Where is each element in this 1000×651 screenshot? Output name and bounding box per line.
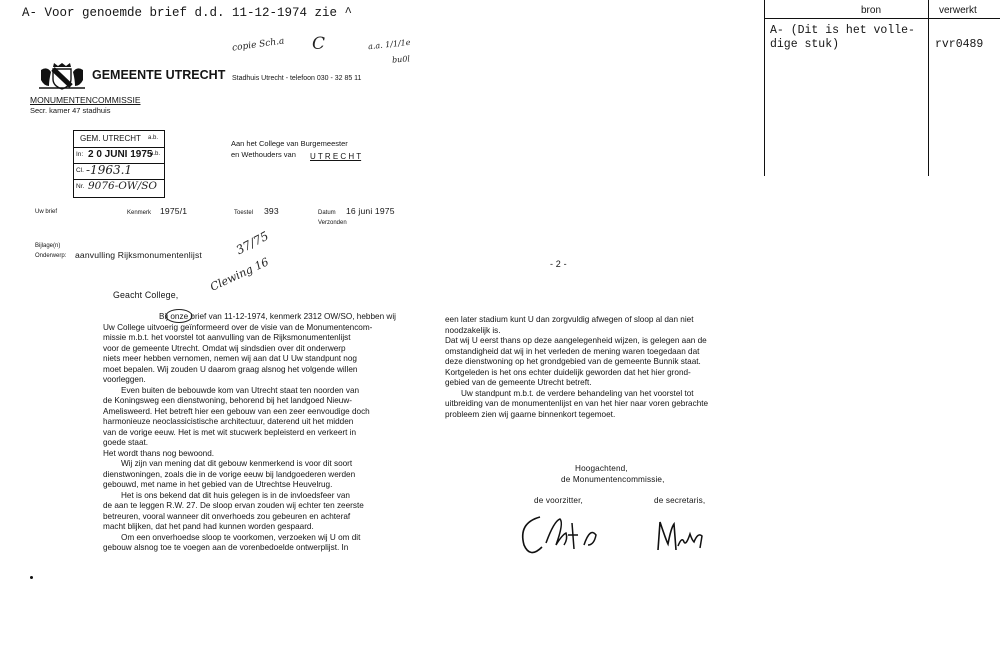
body-line: Het is ons bekend dat dit huis gelegen is in de invloedsfeer van — [121, 490, 350, 500]
body-line: Om een onverhoedse sloop te voorkomen, verzoeken wij U om dit — [121, 532, 361, 542]
stamp-nr-label: Nr. — [76, 183, 85, 190]
body-line: probleem zien wij gaarne binnenkort tegemoet. — [445, 409, 616, 419]
secretary-signature-icon — [652, 510, 712, 558]
body-line: niets meer hebben vernomen, nemen wij aan dat U Uw standpunt nog — [103, 354, 357, 363]
stamp-cl-label: Cl. — [76, 167, 84, 174]
your-letter-label: Uw brief — [35, 209, 58, 215]
stamp-in-date: 2 0 JUNI 1975 — [88, 149, 153, 160]
attachments-label: Bijlage(n) — [35, 243, 61, 249]
handwritten-note-initial: C — [312, 34, 326, 54]
header-line: A- Voor genoemde brief d.d. 11-12-1974 zie ^ — [22, 6, 353, 20]
salutation: Geacht College, — [113, 290, 179, 300]
stamp-in-label: In: — [76, 151, 84, 158]
reference-value: 1975/1 — [160, 206, 188, 216]
handwritten-note-copy: copie Sch.a — [231, 36, 285, 54]
body-line: omstandigheid dat wij in het verleden de mening waren toegedaan dat — [445, 346, 700, 356]
body-line: Kortgeleden is het ons echter duidelijk geworden dat het hier grond- — [445, 367, 691, 377]
body-line: Dat wij U eerst thans op deze aangelegenheid wijzen, is gelegen aan de — [445, 336, 707, 345]
source-line-2: dige stuk) — [770, 38, 840, 51]
body-line: uitbreiding van de monumentenlijst en van het hier naar voren gebrachte — [445, 399, 709, 408]
handwritten-note-reference: a.a. 1/1/1e — [367, 37, 411, 52]
department-room: Secr. kamer 47 stadhuis — [30, 106, 111, 115]
date-label: Datum — [318, 210, 336, 216]
stamp-org-suffix: a.b. — [148, 135, 159, 141]
body-line: moet bepalen. Wij zouden U daarom graag alsnog het volgende willen — [103, 364, 358, 374]
body-line: macht blijken, dat het pand had kunnen worden gespaard. — [103, 522, 314, 531]
body-line: Wij zijn van mening dat dit gebouw kenmerkend is voor dit soort — [121, 459, 353, 468]
closing-committee: de Monumentencommissie, — [561, 475, 665, 484]
stamp-nr-value: 9076-OW/SO — [88, 180, 158, 192]
body-line: gebied van de gemeente Utrecht betreft. — [445, 378, 592, 387]
page-marker: - 2 - — [550, 259, 567, 269]
reception-stamp — [73, 130, 165, 198]
extension-value: 393 — [264, 206, 279, 216]
body-right-column — [445, 315, 708, 420]
coat-of-arms-icon — [35, 60, 89, 92]
column-header-source: bron — [861, 5, 882, 16]
stray-mark — [30, 576, 33, 579]
body-line: Het wordt thans nog bewoond. — [103, 448, 215, 458]
subject-label: Onderwerp: — [35, 253, 67, 259]
source-line-1: A- (Dit is het volle- — [770, 24, 915, 37]
body-line: de aan te leggen R.W. 27. De sloop ervan zouden wij echter ten zeerste — [103, 501, 364, 510]
addressee-city: U T R E C H T — [310, 152, 362, 161]
reference-label: Kenmerk — [127, 210, 152, 216]
body-line: de Koningsweg een dienstwoning, behorend bij het landgoed Nieuw- — [103, 396, 352, 405]
circle-mark-icon — [164, 308, 194, 324]
column-header-processed: verwerkt — [939, 5, 977, 16]
body-line: missie m.b.t. het voorstel tot aanvulling van de Rijksmonumentenlijst — [103, 333, 351, 342]
body-line: Amelisweerd. Het betreft hier een gebouw van een zeer eenvoudige doch — [103, 406, 370, 416]
body-line: Even buiten de bebouwde kom van Utrecht staat ten noorden van — [121, 385, 360, 395]
secretary-label: de secretaris, — [654, 496, 706, 505]
body-line: dienstwoningen, zoals die in de vorige eeuw bij landgoederen werden — [103, 469, 356, 479]
extension-label: Toestel — [234, 210, 254, 216]
subject-value: aanvulling Rijksmonumentenlijst — [75, 250, 202, 260]
handwritten-note-small: bu0l — [391, 54, 411, 65]
processed-value: rvr0489 — [935, 38, 984, 51]
stamp-in-suffix: a.b. — [150, 151, 161, 157]
body-line: noodzakelijk is. — [445, 325, 501, 335]
body-line: een later stadium kunt U dan zorgvuldig afwegen of sloop al dan niet — [445, 315, 694, 324]
handwritten-note-number: 37/75 — [233, 228, 271, 258]
date-value: 16 juni 1975 — [346, 206, 395, 216]
body-line: gebouwd, met name in het gebied van de Utrechtse Heuvelrug. — [103, 480, 333, 489]
chair-signature-icon — [512, 505, 612, 565]
stamp-cl-value: -1963.1 — [86, 163, 133, 177]
sent-label: Verzonden — [318, 220, 347, 226]
body-line: van de vorige eeuw. Het is met wit stucwerk bepleisterd en verkeert in — [103, 427, 357, 437]
body-line: deze dienstwoning op het grondgebied van de gemeente Bunnik staat. — [445, 357, 701, 366]
source-table — [764, 0, 1000, 176]
body-line: harmonieuze neoclassicistische architectuur, daterend uit het midden — [103, 417, 354, 426]
stamp-org: GEM. UTRECHT — [80, 134, 141, 143]
closing-greeting: Hoogachtend, — [575, 464, 628, 473]
handwritten-note-name: Clewing 16 — [208, 255, 271, 294]
body-line: gebouw alsnog toe te voegen aan de vorenbedoelde ontwerplijst. In — [103, 543, 349, 552]
body-line: Bij onze brief van 11-12-1974, kenmerk 2312 OW/SO, hebben wij — [159, 312, 396, 321]
body-line: goede staat. — [103, 438, 149, 447]
addressee-line-2: en Wethouders van — [231, 150, 296, 159]
body-left-column — [103, 312, 396, 554]
body-line: Uw standpunt m.b.t. de verdere behandeling van het voorstel tot — [461, 388, 694, 398]
letterhead-address: Stadhuis Utrecht - telefoon 030 - 32 85 11 — [232, 75, 362, 82]
body-line: Uw College uitvoerig geïnformeerd over de visie van de Monumentencom- — [103, 322, 373, 332]
addressee-line-1: Aan het College van Burgemeester — [231, 139, 348, 148]
chair-label: de voorzitter, — [534, 496, 583, 505]
body-line: voor de gemeente Utrecht. Omdat wij sindsdien over dit onderwerp — [103, 343, 346, 353]
letterhead-org: GEMEENTE UTRECHT — [92, 68, 226, 82]
body-line: voorleggen. — [103, 375, 146, 384]
body-line: betreuren, vooral wanneer dit onverhoeds zou gebeuren en achteraf — [103, 511, 351, 521]
department-name: MONUMENTENCOMMISSIE — [30, 95, 141, 105]
